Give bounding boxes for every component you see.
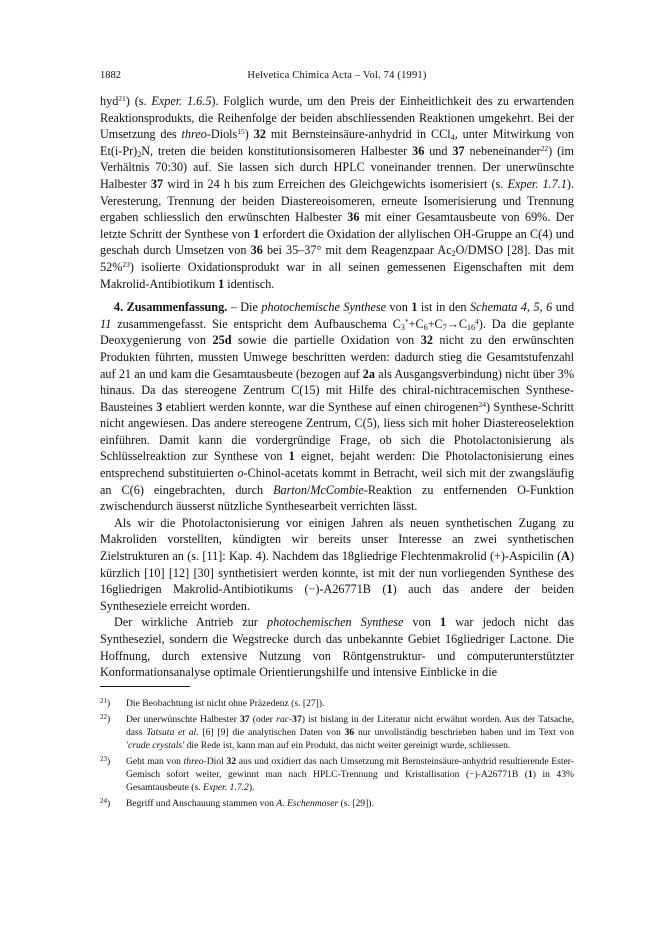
footnote-text: Geht man von threo-Diol 32 aus und oxidiert das nach Umsetzung mit Bernsteinsäure-anhydrid resultierende Ester-Gemisch sofort weiter, gewinnt man nach HPLC-Trennung und Kristallisation (−)-A26771B (1) in 43% Gesamtausbeute (s. Exper. 1.7.2). — [126, 756, 574, 793]
footnote-text: Der unerwünschte Halbester 37 (oder rac-37) ist bislang in der Literatur nicht erwähnt worden. Aus der Tatsache, dass Tatsuta et al. [6] [9] die analytischen Daten von 36 nur unvollständig beschrieben haben und im Text von 'crude crystals' die Rede ist, kann man auf ein Produkt, das nicht weiter gereinigt wurde, schliessen. — [126, 714, 575, 751]
running-header — [100, 70, 574, 84]
footnote-text: Die Beobachtung ist nicht ohne Präzedenz (s. [27]). — [126, 698, 325, 709]
footnote — [100, 697, 574, 710]
footnotes — [100, 697, 574, 813]
paragraph: Der wirkliche Antrieb zur photochemischen Synthese von 1 war jedoch nicht das Syntheseziel, sondern die Wegstrecke durch das unbekannte Gebiet 16gliedriger Lactone. Die Hoffnung, durch extensive Nutzung von Röntgenstruktur- und computerunterstützter Konformationsanalyse optimale Orientierungshilfe und intensive Einblicke in die — [100, 615, 575, 680]
paragraph: Als wir die Photolactonisierung vor einigen Jahren als neuen synthetischen Zugang zu Makroliden vorstellten, kündigten wir bereits unser Interesse an zwei synthetischen Zielstrukturen an (s. [11]: Kap. 4). Nachdem das 18gliedrige Flechtenmakrolid (+)-Aspicilin (A) kürzlich [10] [12] [30] synthetisiert werden konnte, ist mit der nun vorliegenden Synthese des 16gliedrigen Makrolid-Antibiotikums (−)-A26771B (1) auch das andere der beiden Syntheseziele erreicht worden. — [100, 515, 574, 613]
footnote — [100, 755, 574, 794]
page-number: 1882 — [100, 70, 121, 81]
running-title: Helvetica Chimica Acta – Vol. 74 (1991) — [247, 70, 427, 81]
footnote-mark: $^{24}$) — [100, 797, 111, 809]
paragraph: 4. Zusammenfassung. – Die photochemische Synthese von 1 ist in den Schemata 4, 5, 6 und 11 zusammengefasst. Sie entspricht dem Aufbauschema $C_3^*+C_6+C_7\to C_{16}^4$). Da die geplante Deoxygenierung von 25d sowie die partielle Oxidation von 32 nicht zu den erwünschten Produkten führten, mussten Umwege beschritten werden: dadurch stieg die Gesamtstufenzahl auf 21 an und kam die Gesamtausbeute (bezogen auf 2a als Ausgangsverbindung) nicht über 3% hinaus. Da das stereogene Zentrum C(15) mit Hilfe des chiral-nichtracemischen Synthese-Bausteines 3 etabliert werden konnte, war die Synthese auf einen chirogenen$^{24}$) Synthese-Schritt nicht angewiesen. Das andere stereogene Zentrum, C(5), liess sich mit hoher Diastereoselektion einführen. Damit kann die vordergründige Frage, ob sich die Photolactonisierung als Schlüsselreaktion zur Synthese von 1 eignet, bejaht werden: Die Photolactonisierung eines entsprechend substituierten o-Chinol-acetats kommt in Betracht, weil sich mit der zwangsläufig an C(6) eingebrachten, durch Barton/McCombie-Reaktion zu entfernenden O-Funktion zwischendurch äusserst nützliche Synthesearbeit verrichten lässt. — [100, 300, 575, 514]
footnote-mark: $^{23}$) — [100, 755, 111, 767]
main-text — [100, 93, 574, 681]
footnote-rule — [100, 686, 190, 687]
paragraph: hyd$^{21}$) (s. Exper. 1.6.5). Folglich wurde, um den Preis der Einheitlichkeit des zu erwartenden Reaktionsprodukts, die Reihenfolge der beiden abschliessenden Reaktionen umgekehrt. Bei der Umsetzung des threo-Diols$^{15}$) 32 mit Bernsteinsäure-anhydrid in CCl$_4$, unter Mitwirkung von $Et(i-Pr)_2N$, treten die beiden konstitutionsisomeren Halbester 36 und 37 nebeneinander$^{22}$) (im Verhältnis 70:30) auf. Sie lassen sich durch HPLC voneinander trennen. Der unerwünschte Halbester 37 wird in 24 h bis zum Erreichen des Gleichgewichts isomerisiert (s. Exper. 1.7.1). Veresterung, Trennung der beiden Diastereoisomeren, erneute Isomerisierung und Trennung ergaben schliesslich den erwünschten Halbester 36 mit einer Gesamtausbeute von 69%. Der letzte Schritt der Synthese von 1 erfordert die Oxidation der allylischen OH-Gruppe an C(4) und geschah durch Umsetzen von 36 bei 35–37° mit dem Reagenzpaar $Ac_2O$/DMSO [28]. Das mit 52%$^{23}$) isolierte Oxidationsprodukt war in all seinen gemessenen Eigenschaften mit dem Makrolid-Antibiotikum 1 identisch. — [100, 94, 575, 291]
footnote — [100, 797, 574, 810]
footnote-mark: $^{22}$) — [100, 713, 111, 725]
footnote-mark: $^{21}$) — [100, 697, 111, 709]
footnote-text: Begriff und Anschauung stammen von A. Eschenmoser (s. [29]). — [126, 798, 374, 809]
footnote — [100, 713, 574, 752]
